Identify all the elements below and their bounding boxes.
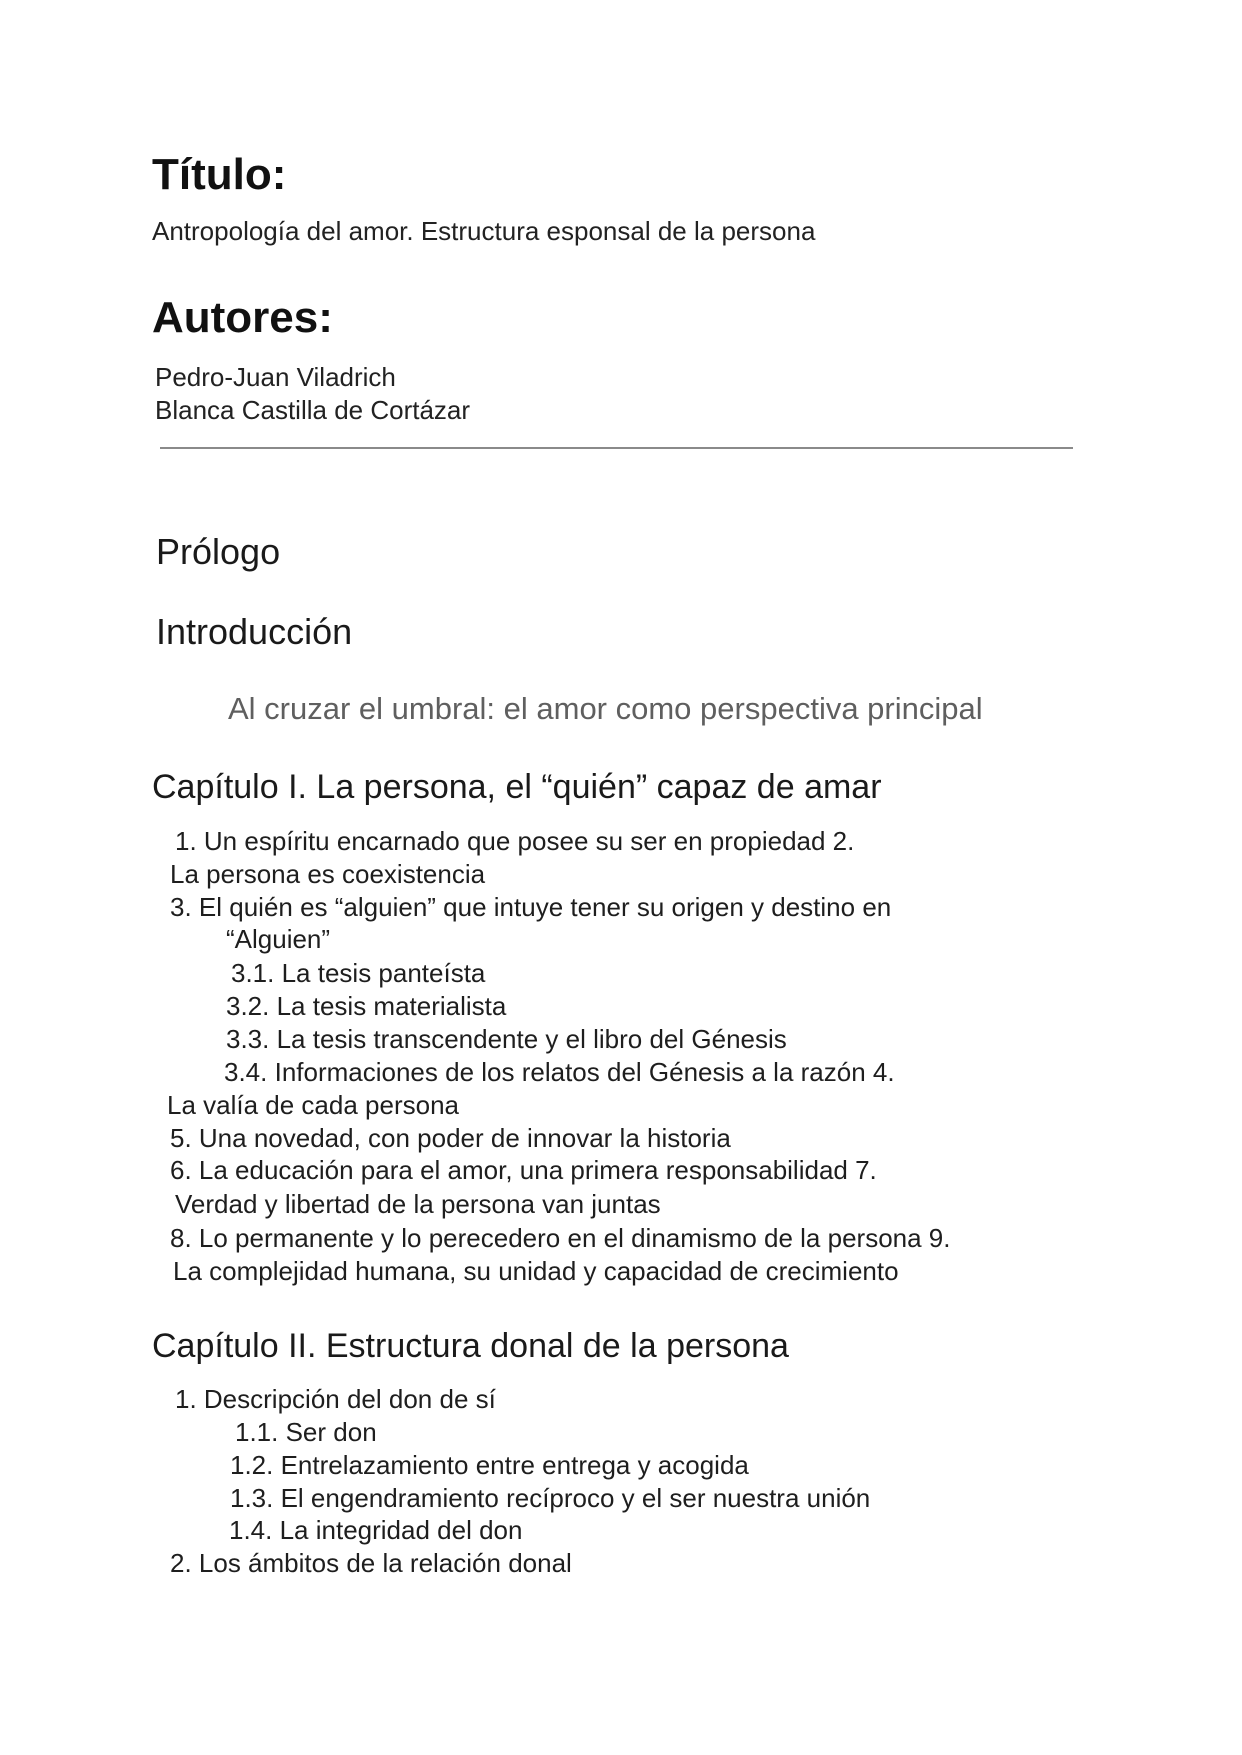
title-label: Título:: [152, 150, 287, 199]
toc-line: La valía de cada persona: [167, 1090, 459, 1120]
toc-line: 6. La educación para el amor, una primera responsabilidad 7.: [170, 1155, 877, 1185]
toc-subline: 3.1. La tesis panteísta: [231, 958, 486, 988]
toc-subline: 3.2. La tesis materialista: [226, 991, 507, 1021]
toc-chapter-2-title: Capítulo II. Estructura donal de la persona: [152, 1327, 789, 1365]
toc-subline: 3.3. La tesis transcendente y el libro del Génesis: [226, 1024, 787, 1054]
toc-line: 1. Un espíritu encarnado que posee su ser en propiedad 2.: [175, 826, 855, 856]
toc-line: 8. Lo permanente y lo perecedero en el dinamismo de la persona 9.: [170, 1223, 951, 1253]
toc-subline: 1.1. Ser don: [235, 1417, 377, 1447]
toc-introduction: Introducción: [156, 611, 353, 652]
toc-subline: 1.3. El engendramiento recíproco y el ser nuestra unión: [230, 1483, 871, 1513]
authors-label: Autores:: [152, 293, 333, 342]
toc-subline: 1.4. La integridad del don: [229, 1515, 523, 1545]
author-name: Blanca Castilla de Cortázar: [155, 395, 471, 425]
toc-chapter-1-title: Capítulo I. La persona, el “quién” capaz de amar: [152, 768, 882, 806]
toc-subline: 3.4. Informaciones de los relatos del Génesis a la razón 4.: [224, 1057, 895, 1087]
toc-line: 3. El quién es “alguien” que intuye tener su origen y destino en: [170, 892, 892, 922]
author-name: Pedro-Juan Viladrich: [155, 362, 396, 392]
book-title: Antropología del amor. Estructura esponsal de la persona: [152, 216, 816, 246]
toc-line: “Alguien”: [226, 924, 331, 954]
toc-line: 1. Descripción del don de sí: [175, 1384, 496, 1414]
toc-line: La persona es coexistencia: [170, 859, 486, 889]
toc-line: Verdad y libertad de la persona van juntas: [175, 1189, 661, 1219]
horizontal-divider: [160, 447, 1073, 449]
toc-line: 2. Los ámbitos de la relación donal: [170, 1548, 572, 1578]
toc-line: 5. Una novedad, con poder de innovar la historia: [170, 1123, 731, 1153]
toc-line: La complejidad humana, su unidad y capacidad de crecimiento: [173, 1256, 899, 1286]
toc-subline: 1.2. Entrelazamiento entre entrega y acogida: [230, 1450, 749, 1480]
toc-prologue: Prólogo: [156, 531, 281, 572]
toc-introduction-subsection: Al cruzar el umbral: el amor como perspectiva principal: [228, 691, 983, 726]
